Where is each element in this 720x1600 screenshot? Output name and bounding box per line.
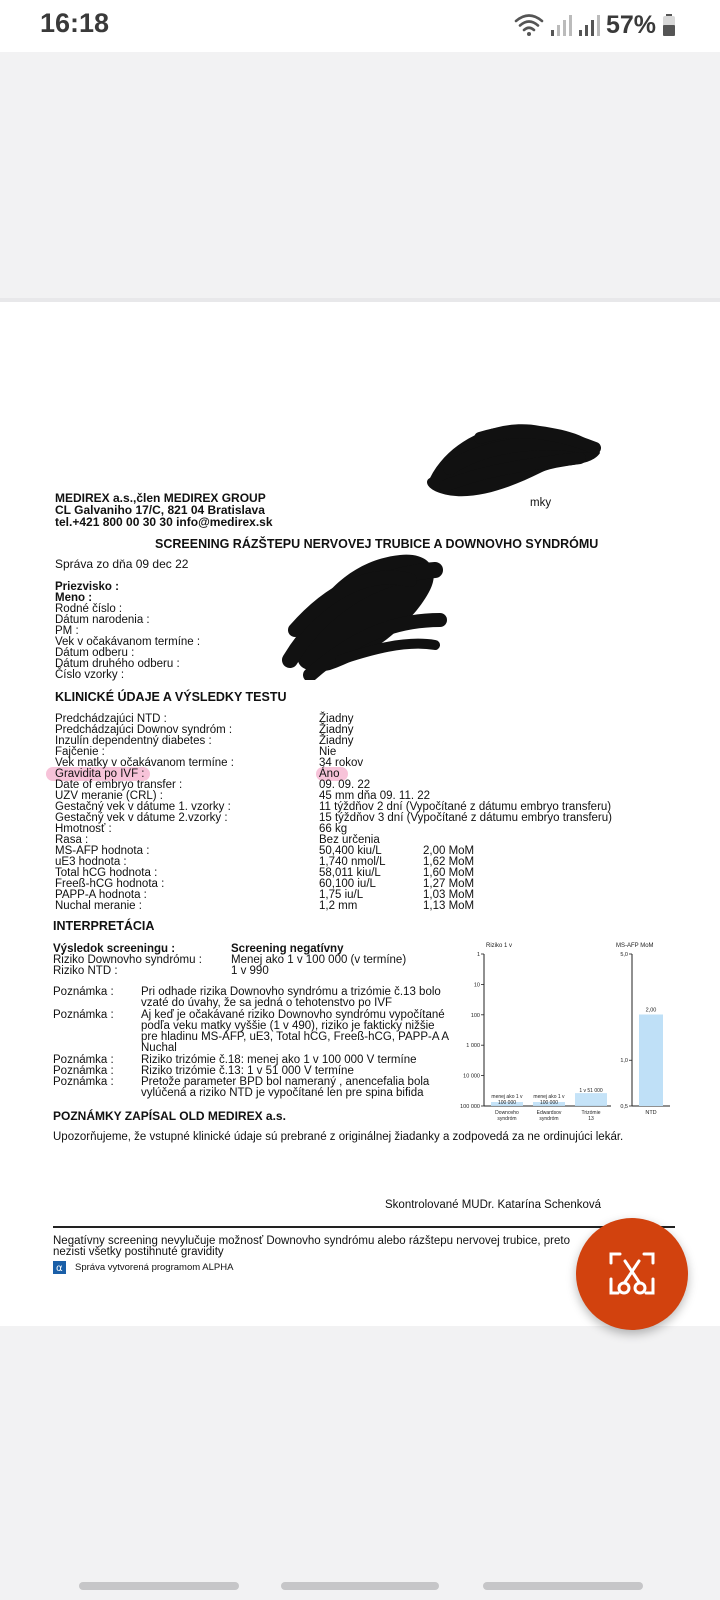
risk-chart-category-label: Downovho — [495, 1110, 519, 1116]
clinical-row-value: 15 týždňov 3 dní (Vypočítané z dátumu embryo transferu) — [319, 812, 612, 824]
risk-chart-category-label: Trizómie — [581, 1110, 601, 1116]
note-line: vzaté do úvahy, že sa jedná o tehotenstvo po IVF — [141, 997, 393, 1009]
redaction-scribble-top — [420, 408, 610, 508]
clinical-row-value: 11 týždňov 2 dní (Vypočítané z dátumu embryo transferu) — [319, 801, 612, 813]
clinical-row-value: 50,400 kiu/L — [319, 845, 382, 857]
field-sample-date: Dátum odberu : — [55, 647, 135, 659]
clinical-table — [55, 714, 655, 914]
clinical-row-label-ivf: Gravidita po IVF : — [55, 768, 145, 780]
svg-text:α: α — [56, 1263, 63, 1274]
clinical-row-mom: 1,60 MoM — [423, 867, 475, 879]
field-birth-number: Rodné číslo : — [55, 603, 123, 615]
clinical-row-value: 34 rokov — [319, 757, 364, 769]
note-line: Pretože parameter BPD bol nameraný , anencefalia bola — [141, 1076, 430, 1088]
signal-icon-1 — [550, 13, 572, 37]
clinical-row-value: Žiadny — [319, 713, 354, 725]
clinical-row-label: Nuchal meranie : — [55, 900, 142, 912]
note-label: Poznámka : — [53, 986, 114, 998]
risk-chart-tick-label: 10 000 — [463, 1073, 480, 1080]
note-line: Riziko trizómie č.13: 1 v 51 000 V termíne — [141, 1065, 354, 1077]
risk-chart-category-label: syndróm — [497, 1116, 517, 1122]
risk-chart-tick-label: 1 — [476, 952, 480, 958]
clinical-row-value: 66 kg — [319, 823, 348, 835]
clinical-row-label: MS-AFP hodnota : — [55, 845, 150, 857]
report-title: SCREENING RÁZŠTEPU NERVOVEJ TRUBICE A DOWNOVHO SYNDRÓMU — [155, 537, 599, 551]
note-line: vylúčená a riziko NTD je vypočítané len pre spina bifida — [141, 1087, 424, 1099]
field-second-sample-date: Dátum druhého odberu : — [55, 658, 180, 670]
note-label: Poznámka : — [53, 1076, 114, 1088]
clinical-row-value: 09. 09. 22 — [319, 779, 371, 791]
clinical-row-label: Predchádzajúci Downov syndróm : — [55, 724, 233, 736]
clinical-row-label: Fajčenie : — [55, 746, 105, 758]
note-line: Pri odhade rizika Downovho syndrómu a trizómie č.13 bolo — [141, 986, 441, 998]
document-edge — [0, 298, 720, 302]
clinical-row-label: uE3 hodnota : — [55, 856, 127, 868]
clinical-row-label: Predchádzajúci NTD : — [55, 713, 167, 725]
afp-chart-bar — [639, 1014, 663, 1106]
wifi-icon — [514, 13, 544, 37]
risk-chart-data-label: 1 v 51 000 — [579, 1088, 603, 1095]
note-line: podľa veku matky vyššie (1 v 490), riziko je fakticky nižšie — [141, 1020, 435, 1032]
clinical-heading: KLINICKÉ ÚDAJE A VÝSLEDKY TESTU — [55, 690, 287, 704]
footer-line-1: Negatívny screening nevylučuje možnosť Downovho syndrómu alebo rázštepu nervovej trubice, preto — [53, 1235, 570, 1247]
nav-handle-center[interactable] — [281, 1582, 439, 1590]
ntd-risk-label: Riziko NTD : — [53, 965, 118, 977]
clinical-row-label: Gestačný vek v dátume 2.vzorky : — [55, 812, 228, 824]
clinical-row-mom: 1,13 MoM — [423, 900, 475, 912]
alpha-label: Správa vytvorená programom ALPHA — [75, 1262, 234, 1273]
note-label: Poznámka : — [53, 1065, 114, 1077]
clinical-row-value: 1,75 iu/L — [319, 889, 364, 901]
lab-name: MEDIREX a.s.,člen MEDIREX GROUP — [55, 491, 266, 505]
risk-chart-category-label: syndróm — [539, 1116, 559, 1122]
status-bar — [0, 0, 720, 52]
clinical-row-value: 1,740 nmol/L — [319, 856, 386, 868]
notes-block — [53, 987, 473, 1097]
afp-chart-data-label: 2,00 — [645, 1007, 657, 1014]
risk-chart-data-label: menej ako 1 v — [533, 1094, 565, 1100]
screenshot-scissors-icon — [607, 1249, 657, 1299]
interpretation-heading: INTERPRETÁCIA — [53, 919, 155, 933]
field-sample-number: Číslo vzorky : — [55, 669, 125, 681]
clinical-row-label: Inzulín dependentný diabetes : — [55, 735, 212, 747]
status-time: 16:18 — [40, 8, 110, 38]
battery-icon — [662, 13, 676, 37]
clinical-row-value: 60,100 iu/L — [319, 878, 376, 890]
risk-chart-tick-label: 10 — [473, 982, 480, 989]
notes-by: POZNÁMKY ZAPÍSAL OLD MEDIREX a.s. — [53, 1109, 286, 1123]
note-label: Poznámka : — [53, 1009, 114, 1021]
nav-handle-right[interactable] — [483, 1582, 643, 1590]
down-risk-value: Menej ako 1 v 100 000 (v termíne) — [231, 954, 407, 966]
note-line: pre hladinu MS-AFP, uE3, Total hCG, Freeß-hCG, PAPP-A A — [141, 1031, 450, 1043]
patient-fields — [55, 582, 315, 682]
clinical-row-label: Freeß-hCG hodnota : — [55, 878, 165, 890]
clinical-row-value-ivf: Áno — [319, 768, 340, 780]
field-birth-date: Dátum narodenia : — [55, 614, 150, 626]
footer-divider — [53, 1226, 675, 1228]
note-line: Nuchal — [141, 1042, 177, 1054]
field-name: Meno : — [55, 592, 93, 604]
risk-chart-title: Riziko 1 v — [486, 943, 513, 949]
risk-chart-category-label: Edwardsov — [536, 1110, 562, 1116]
afp-chart — [614, 938, 674, 1126]
clinical-row-label: Hmotnosť : — [55, 823, 112, 835]
lab-contact: tel.+421 800 00 30 30 info@medirex.sk — [55, 515, 273, 529]
risk-chart — [446, 938, 616, 1126]
afp-chart-category-label: NTD — [645, 1110, 657, 1116]
clinical-row-label: Vek matky v očakávanom termíne : — [55, 757, 234, 769]
clinical-row-label: Total hCG hodnota : — [55, 867, 158, 879]
alpha-logo-icon — [53, 1261, 66, 1274]
battery-percent: 57% — [605, 10, 656, 39]
ntd-risk-value: 1 v 990 — [231, 965, 269, 977]
interpretation-block — [53, 944, 473, 984]
alpha-credit — [53, 1261, 273, 1274]
risk-chart-tick-label: 100 — [470, 1012, 480, 1019]
field-age-at-term: Vek v očakávanom termíne : — [55, 636, 201, 648]
footer-line-2: nezisti všetky postihnuté gravidity — [53, 1246, 224, 1258]
field-pm: PM : — [55, 625, 79, 637]
header-partial-text: mky — [530, 497, 552, 509]
signal-icon-2 — [578, 13, 600, 37]
clinical-row-value: 1,2 mm — [319, 900, 358, 912]
clinical-row-mom: 1,62 MoM — [423, 856, 475, 868]
risk-chart-tick-label: 1 000 — [466, 1043, 480, 1050]
note-label: Poznámka : — [53, 1054, 114, 1066]
down-risk-label: Riziko Downovho syndrómu : — [53, 954, 202, 966]
nav-handle-left[interactable] — [79, 1582, 239, 1590]
risk-chart-data-label: 100 000 — [497, 1100, 517, 1106]
risk-chart-data-label: 100 000 — [539, 1100, 559, 1106]
status-icons — [514, 10, 676, 40]
field-surname: Priezvisko : — [55, 581, 119, 593]
clinical-row-label: Date of embryo transfer : — [55, 779, 183, 791]
note-line: Riziko trizómie č.18: menej ako 1 v 100 000 V termíne — [141, 1054, 417, 1066]
risk-chart-category-label: 13 — [588, 1116, 594, 1122]
afp-chart-tick-label: 1,0 — [620, 1058, 628, 1065]
risk-chart-data-label: menej ako 1 v — [491, 1094, 523, 1100]
clinical-row-mom: 1,27 MoM — [423, 878, 475, 890]
clinical-row-mom: 2,00 MoM — [423, 845, 475, 857]
clinical-row-label: Rasa : — [55, 834, 89, 846]
afp-chart-title: MS-AFP MoM — [616, 943, 654, 949]
clinical-row-value: Bez určenia — [319, 834, 380, 846]
afp-chart-tick-label: 0,5 — [620, 1104, 628, 1110]
lab-address: CL Galvaniho 17/C, 821 04 Bratislava — [55, 503, 265, 517]
note-line: Aj keď je očakávané riziko Downovho syndrómu vypočítané — [141, 1009, 445, 1021]
disclaimer: Upozorňujeme, že vstupné klinické údaje sú prebrané z originálnej žiadanky a zodpovedá za ne ordinujúci lekár. — [53, 1131, 624, 1143]
checked-by: Skontrolované MUDr. Katarína Schenková — [385, 1199, 602, 1211]
report-date: Správa zo dňa 09 dec 22 — [55, 557, 189, 571]
screenshot-edit-button[interactable] — [576, 1218, 688, 1330]
result-value: Screening negatívny — [231, 943, 344, 955]
clinical-row-label: PAPP-A hodnota : — [55, 889, 147, 901]
clinical-row-value: Žiadny — [319, 724, 354, 736]
clinical-row-mom: 1,03 MoM — [423, 889, 475, 901]
clinical-row-value: 45 mm dňa 09. 11. 22 — [319, 790, 431, 802]
afp-chart-tick-label: 5,0 — [620, 952, 628, 958]
risk-chart-bar — [575, 1093, 607, 1106]
clinical-row-value: Nie — [319, 746, 337, 758]
clinical-row-value: 58,011 kiu/L — [319, 867, 381, 879]
result-label: Výsledok screeningu : — [53, 943, 176, 955]
clinical-row-value: Žiadny — [319, 735, 354, 747]
risk-chart-tick-label: 100 000 — [460, 1104, 480, 1110]
clinical-row-label: UZV meranie (CRL) : — [55, 790, 163, 802]
clinical-row-label: Gestačný vek v dátume 1. vzorky : — [55, 801, 231, 813]
